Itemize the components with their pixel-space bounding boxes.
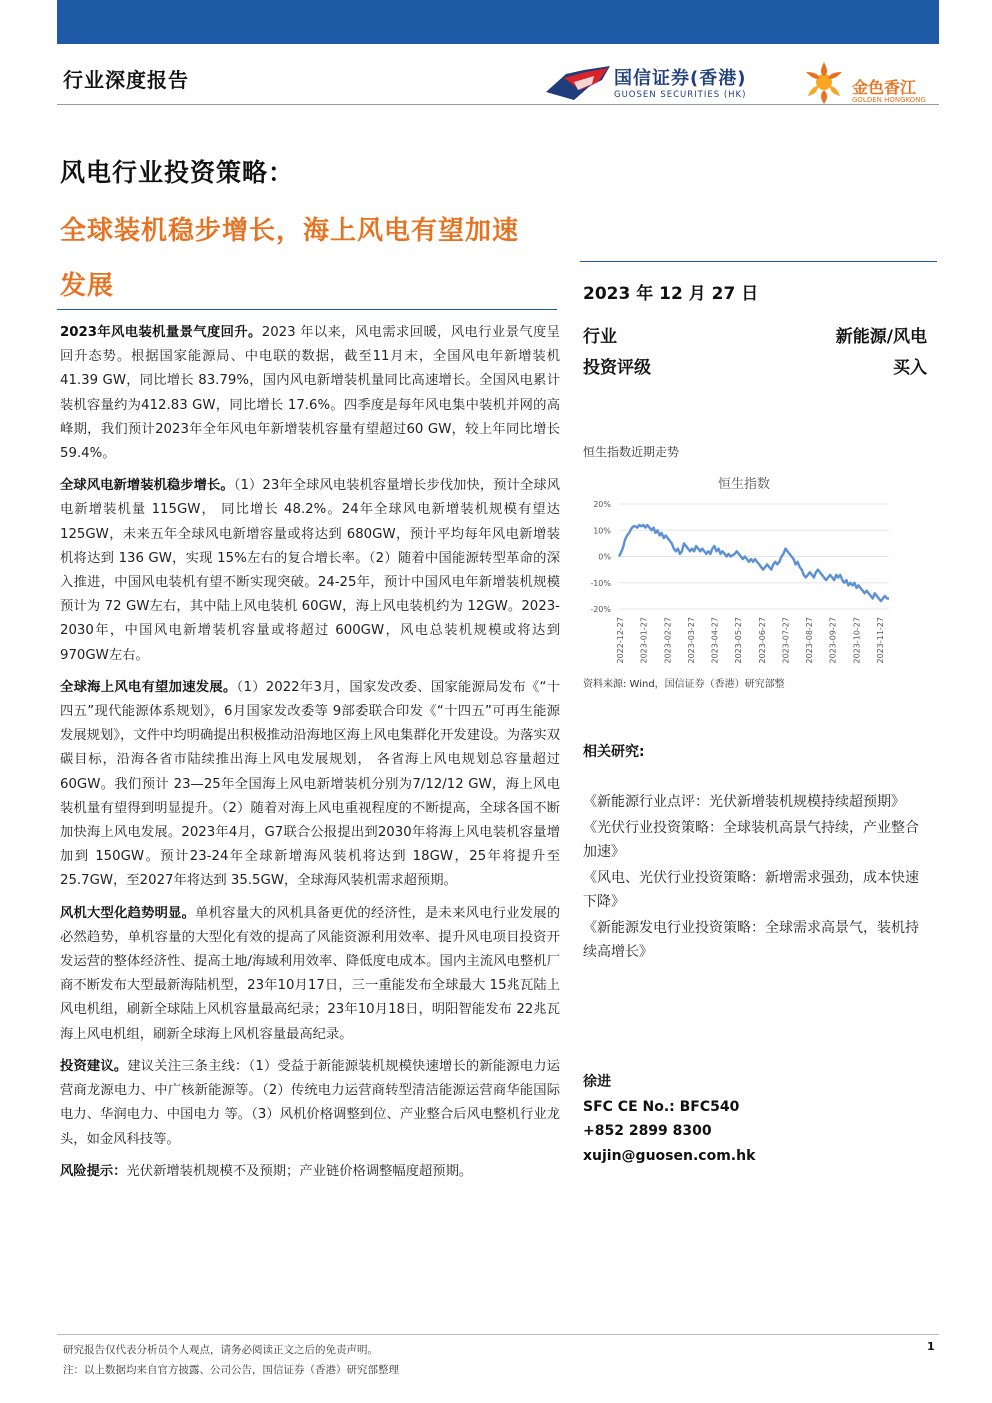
paragraph-lead: 全球风电新增装机稳步增长。 <box>60 478 234 494</box>
paragraph-text: （1）2022年3月，国家发改委、国家能源局发布《“十四五”现代能源体系规划》，6月国家发改委等 9部委联合印发《“十四五”可再生能源发展规划》，文件中均明确提出积极推动沿海地区海上风电集群化开发建设。为落实双碳目标，沿海各省市陆续推出海上风电发展规划， 各省海上风电规划总容量超过 60GW。我们预计 23—25年全国海上风电新增装机分别为7/12/12 GW，海上风电装机量有望得到明显提升。（2）随着对海上风电重视程度的不断提高，全球各国不断加快海上风电发展。2023年4月，G7联合公报提出到2030年将海上风电装机容量增加到 150GW。预计23-24年全球新增海风装机将达到 18GW，25年将提升至25.7GW，至2027年将达到 35.5GW，全球海风装机需求超预期。 <box>60 679 561 889</box>
paragraph-demand <box>60 321 560 466</box>
paragraph-text: （1）23年全球风电装机容量增长步伐加快，预计全球风电新增装机量 115GW， 同比增长 48.2%。24年全球风电新增装机规模有望达125GW，未来五年全球风电新增容量或将达到 680GW，预计平均每年风电新增装机将达到 136 GW，实现 15%左右的复合增长率。（2）随着中国能源转型革命的深入推进，中国风电装机有望不断实现突破。24-25年，预计中国风电年新增装机规模预计为 72 GW左右，其中陆上风电装机 60GW，海上风电装机约为 12GW。2023-2030年，中国风电新增装机容量或将超过 600GW，风电总装机规模或将达到 970GW左右。 <box>60 478 560 663</box>
related-item[interactable]: 《风电、光伏行业投资策略：新增需求强劲，成本快速下降》 <box>583 870 919 910</box>
related-item[interactable]: 《光伏行业投资策略：全球装机高景气持续，产业整合加速》 <box>583 820 919 860</box>
x-tick-label: 2023-06-27 <box>757 617 767 664</box>
x-tick-label: 2023-02-27 <box>663 617 673 664</box>
doc-type-label: 行业深度报告 <box>63 68 189 92</box>
related-research-list <box>583 790 927 966</box>
y-tick-label: 0% <box>598 552 611 562</box>
hsi-chart <box>583 462 927 672</box>
related-item[interactable]: 《新能源发电行业投资策略：全球需求高景气，装机持续高增长》 <box>583 920 919 960</box>
industry-row <box>583 322 927 347</box>
report-subtitle-line1: 全球装机稳步增长，海上风电有望加速 <box>60 216 520 246</box>
paragraph-risk <box>60 1160 560 1184</box>
chart-caption: 恒生指数近期走势 <box>583 445 680 459</box>
industry-label: 行业 <box>583 327 617 347</box>
paragraph-lead: 风险提示： <box>60 1163 127 1179</box>
page-number: 1 <box>927 1340 935 1353</box>
paragraph-global-growth <box>60 474 560 668</box>
paragraph-offshore <box>60 676 560 894</box>
x-tick-label: 2023-11-27 <box>876 617 885 664</box>
footer-divider <box>57 1334 939 1335</box>
related-research-title: 相关研究: <box>583 744 645 760</box>
industry-value: 新能源/风电 <box>835 327 927 347</box>
paragraph-lead: 风机大型化趋势明显。 <box>60 905 196 921</box>
x-tick-label: 2023-07-27 <box>781 617 791 664</box>
rating-row <box>583 353 927 378</box>
chart-title: 恒生指数 <box>717 477 771 492</box>
analyst-ce-number: SFC CE No.: BFC540 <box>583 1098 740 1115</box>
report-summary <box>60 321 560 1192</box>
analyst-phone: +852 2899 8300 <box>583 1123 712 1139</box>
x-tick-label: 2023-04-27 <box>710 617 720 664</box>
guosen-logo-text: 国信证券(香港) <box>614 68 747 89</box>
x-tick-label: 2023-03-27 <box>686 617 696 664</box>
y-tick-label: -20% <box>590 605 611 614</box>
paragraph-text: 建议关注三条主线：（1）受益于新能源装机规模快速增长的新能源电力运营商龙源电力、中广核新能源等。（2）传统电力运营商转型清洁能源运营商华能国际电力、华润电力、中国电力 等。（3）风机价格调整到位、产业整合后风电整机行业龙头，如金风科技等。 <box>60 1058 561 1147</box>
analyst-name: 徐进 <box>583 1074 611 1090</box>
header-divider <box>57 104 939 105</box>
guosen-logo-subtext: GUOSEN SECURITIES (HK) <box>614 90 747 100</box>
x-tick-label: 2022-12-27 <box>616 617 625 664</box>
golden-hongkong-logo-icon <box>798 60 850 106</box>
sidebar-divider <box>580 261 937 262</box>
paragraph-text: 2023 年以来，风电需求回暖，风电行业景气度呈回升态势。根据国家能源局、中电联的数据，截至11月末，全国风电年新增装机41.39 GW，同比增长 83.79%，国内风电新增装机量同比高速增长。全国风电累计装机容量约为412.83 GW，同比增长 17.6%。四季度是每年风电集中装机并网的高峰期，我们预计2023年全年风电年新增装机容量有望超过60 GW，较上年同比增长 59.4%。 <box>60 325 560 462</box>
golden-hongkong-logo-text: 金色香江 <box>852 78 917 97</box>
paragraph-lead: 2023年风电装机量景气度回升。 <box>60 325 262 340</box>
related-item[interactable]: 《新能源行业点评：光伏新增装机规模持续超预期》 <box>583 794 905 810</box>
data-source-note: 注：以上数据均来自官方披露、公司公告，国信证券（香港）研究部整理 <box>63 1364 399 1376</box>
x-tick-label: 2023-01-27 <box>639 617 649 664</box>
x-tick-label: 2023-08-27 <box>805 617 815 664</box>
analyst-block <box>583 1070 755 1168</box>
paragraph-large-turbine <box>60 902 560 1047</box>
x-tick-label: 2023-09-27 <box>828 617 838 664</box>
title-divider <box>57 309 557 310</box>
y-tick-label: -10% <box>590 578 611 588</box>
paragraph-text: 光伏新增装机规模不及预期；产业链价格调整幅度超预期。 <box>126 1163 473 1179</box>
rating-value: 买入 <box>893 358 927 378</box>
y-tick-label: 20% <box>593 500 611 509</box>
paragraph-lead: 投资建议。 <box>60 1058 128 1074</box>
chart-source: 资料来源: Wind，国信证券（香港）研究部整 <box>583 679 785 690</box>
series-line <box>619 525 889 601</box>
report-subtitle-line2: 发展 <box>60 271 115 301</box>
x-tick-label: 2023-10-27 <box>852 617 862 664</box>
paragraph-lead: 全球海上风电有望加速发展。 <box>60 679 237 695</box>
disclaimer-note: 研究报告仅代表分析员个人观点，请务必阅读正文之后的免责声明。 <box>63 1344 378 1356</box>
report-title: 风电行业投资策略： <box>60 158 295 187</box>
golden-hongkong-logo-subtext: GOLDEN HONGKONG <box>852 96 926 104</box>
header-top-bar <box>57 0 939 44</box>
analyst-email[interactable]: xujin@guosen.com.hk <box>583 1147 756 1164</box>
x-tick-label: 2023-05-27 <box>734 617 744 664</box>
y-tick-label: 10% <box>593 526 611 536</box>
rating-label: 投资评级 <box>583 358 651 378</box>
paragraph-investment <box>60 1055 560 1152</box>
paragraph-text: 单机容量大的风机具备更优的经济性，是未来风电行业发展的必然趋势，单机容量的大型化有效的提高了风能资源利用效率、提升风电项目投资开发运营的整体经济性、提高土地/海域利用效率、降低度电成本。国内主流风电整机厂商不断发布大型最新海陆机型，23年10月17日，三一重能发布全球最大 15兆瓦陆上风电机组，刷新全球陆上风机容量最高纪录；23年10月18日，明阳智能发布 22兆瓦海上风电机组，刷新全球海上风机容量最高纪录。 <box>60 905 561 1042</box>
report-date: 2023 年 12 月 27 日 <box>583 284 759 304</box>
